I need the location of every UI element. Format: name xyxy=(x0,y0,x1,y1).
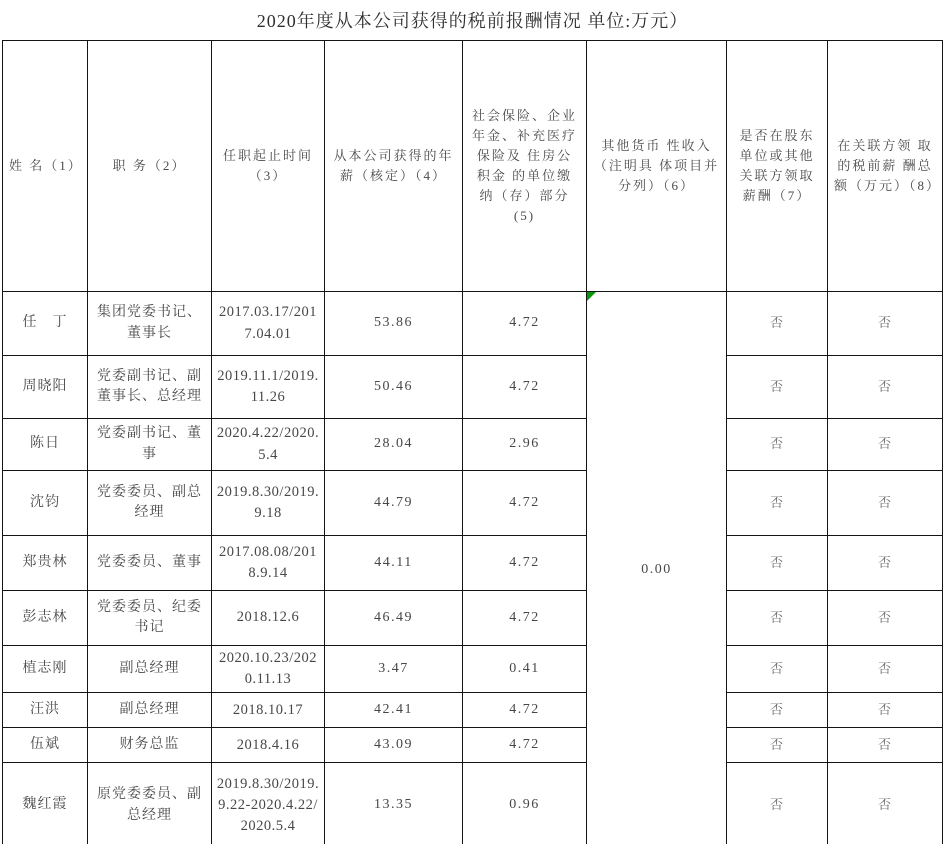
cell-position: 党委副书记、副董事长、总经理 xyxy=(88,356,212,419)
cell-name: 魏红霞 xyxy=(3,763,88,844)
cell-term: 2019.8.30/2019.9.22-2020.4.22/2020.5.4 xyxy=(212,763,325,844)
table-row xyxy=(3,292,943,356)
cell-position: 党委委员、副总经理 xyxy=(88,471,212,536)
table-row xyxy=(3,693,943,728)
cell-salary: 53.86 xyxy=(325,292,463,356)
cell-name: 周晓阳 xyxy=(3,356,88,419)
cell-salary: 43.09 xyxy=(325,728,463,763)
cell-social: 4.72 xyxy=(463,292,587,356)
cell-term: 2019.11.1/2019.11.26 xyxy=(212,356,325,419)
cell-related-pay: 否 xyxy=(828,728,943,763)
cell-social: 4.72 xyxy=(463,728,587,763)
table-row xyxy=(3,763,943,844)
cell-social: 4.72 xyxy=(463,591,587,646)
cell-name: 陈日 xyxy=(3,419,88,471)
cell-social: 4.72 xyxy=(463,693,587,728)
header-cell-social-insurance: 社会保险、企业年金、补充医疗保险及 住房公积金 的单位缴纳（存）部分(5) xyxy=(463,41,587,292)
cell-shareholder-pay: 否 xyxy=(727,693,828,728)
cell-social: 2.96 xyxy=(463,419,587,471)
cell-position: 党委副书记、董事 xyxy=(88,419,212,471)
cell-shareholder-pay: 否 xyxy=(727,292,828,356)
page-title: 2020年度从本公司获得的税前报酬情况 单位:万元） xyxy=(256,11,689,31)
header-cell-position: 职 务（2） xyxy=(88,41,212,292)
cell-shareholder-pay: 否 xyxy=(727,591,828,646)
cell-shareholder-pay: 否 xyxy=(727,763,828,844)
cell-term: 2020.10.23/2020.11.13 xyxy=(212,646,325,693)
cell-related-pay: 否 xyxy=(828,419,943,471)
cell-shareholder-pay: 否 xyxy=(727,728,828,763)
cell-related-pay: 否 xyxy=(828,536,943,591)
cell-position: 集团党委书记、董事长 xyxy=(88,292,212,356)
cell-name: 郑贵林 xyxy=(3,536,88,591)
cell-term: 2019.8.30/2019.9.18 xyxy=(212,471,325,536)
cell-salary: 44.11 xyxy=(325,536,463,591)
cell-position: 副总经理 xyxy=(88,693,212,728)
cell-name: 伍斌 xyxy=(3,728,88,763)
cell-salary: 44.79 xyxy=(325,471,463,536)
cell-term: 2020.4.22/2020.5.4 xyxy=(212,419,325,471)
compensation-table xyxy=(2,40,943,844)
cell-other-income-merged xyxy=(587,292,727,844)
header-cell-related-pay: 在关联方领 取的税前薪 酬总额（万元）（8） xyxy=(828,41,943,292)
cell-position: 财务总监 xyxy=(88,728,212,763)
cell-term: 2018.12.6 xyxy=(212,591,325,646)
header-cell-other-income: 其他货币 性收入（注明具 体项目并分列）（6） xyxy=(587,41,727,292)
cell-salary: 28.04 xyxy=(325,419,463,471)
cell-name: 任 丁 xyxy=(3,292,88,356)
cell-shareholder-pay: 否 xyxy=(727,646,828,693)
cell-term: 2017.03.17/2017.04.01 xyxy=(212,292,325,356)
cell-related-pay: 否 xyxy=(828,471,943,536)
cell-position: 副总经理 xyxy=(88,646,212,693)
table-row xyxy=(3,728,943,763)
cell-social: 4.72 xyxy=(463,536,587,591)
cell-salary: 13.35 xyxy=(325,763,463,844)
cell-salary: 42.41 xyxy=(325,693,463,728)
table-header-row xyxy=(3,41,943,292)
cell-shareholder-pay: 否 xyxy=(727,356,828,419)
cell-position: 党委委员、董事 xyxy=(88,536,212,591)
cell-salary: 46.49 xyxy=(325,591,463,646)
cell-term: 2018.4.16 xyxy=(212,728,325,763)
cell-shareholder-pay: 否 xyxy=(727,419,828,471)
header-cell-shareholder-pay: 是否在股东单位或其他关联方领取薪酬（7） xyxy=(727,41,828,292)
cell-position: 原党委委员、副总经理 xyxy=(88,763,212,844)
cell-salary: 50.46 xyxy=(325,356,463,419)
cell-shareholder-pay: 否 xyxy=(727,536,828,591)
cell-name: 沈钧 xyxy=(3,471,88,536)
table-row xyxy=(3,419,943,471)
cell-related-pay: 否 xyxy=(828,591,943,646)
cell-related-pay: 否 xyxy=(828,763,943,844)
header-cell-term: 任职起止时间（3） xyxy=(212,41,325,292)
excel-corner-marker-icon xyxy=(587,292,596,301)
other-income-value: 0.00 xyxy=(641,561,672,577)
cell-name: 汪洪 xyxy=(3,693,88,728)
table-row xyxy=(3,471,943,536)
cell-related-pay: 否 xyxy=(828,646,943,693)
cell-social: 0.41 xyxy=(463,646,587,693)
table-row xyxy=(3,591,943,646)
cell-position: 党委委员、纪委书记 xyxy=(88,591,212,646)
header-cell-name: 姓 名（1） xyxy=(3,41,88,292)
cell-social: 4.72 xyxy=(463,471,587,536)
table-row xyxy=(3,356,943,419)
cell-name: 植志刚 xyxy=(3,646,88,693)
cell-related-pay: 否 xyxy=(828,356,943,419)
table-row xyxy=(3,646,943,693)
table-row xyxy=(3,536,943,591)
cell-shareholder-pay: 否 xyxy=(727,471,828,536)
cell-name: 彭志林 xyxy=(3,591,88,646)
cell-term: 2017.08.08/2018.9.14 xyxy=(212,536,325,591)
cell-related-pay: 否 xyxy=(828,693,943,728)
header-cell-salary: 从本公司获得的年薪（核定）（4） xyxy=(325,41,463,292)
cell-social: 4.72 xyxy=(463,356,587,419)
cell-salary: 3.47 xyxy=(325,646,463,693)
cell-related-pay: 否 xyxy=(828,292,943,356)
cell-social: 0.96 xyxy=(463,763,587,844)
cell-term: 2018.10.17 xyxy=(212,693,325,728)
